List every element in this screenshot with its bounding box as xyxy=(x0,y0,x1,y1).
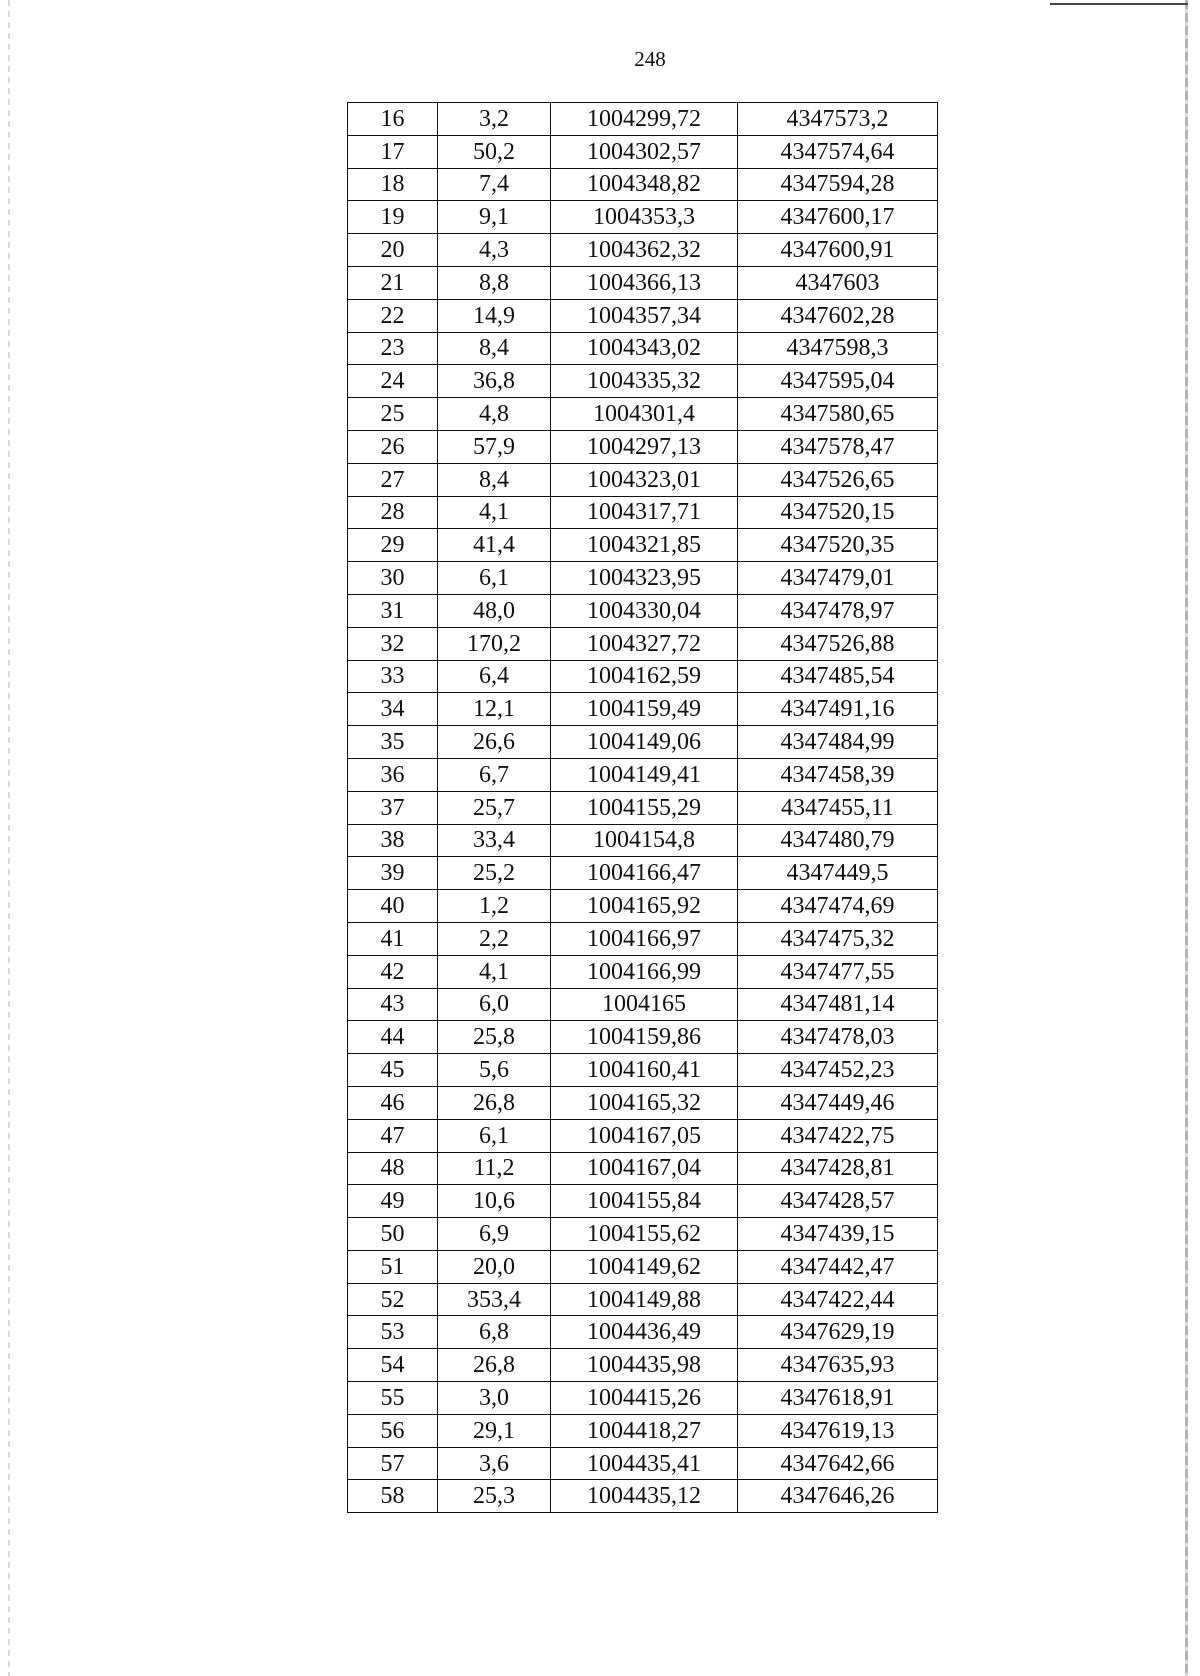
y-coordinate-cell: 4347598,3 xyxy=(738,332,938,365)
table-row xyxy=(348,332,938,365)
segment-length-cell: 3,2 xyxy=(438,103,551,136)
table-row xyxy=(348,168,938,201)
point-number-cell: 43 xyxy=(348,988,438,1021)
x-coordinate-cell: 1004165 xyxy=(551,988,738,1021)
table-row xyxy=(348,1316,938,1349)
point-number-cell: 29 xyxy=(348,529,438,562)
segment-length-cell: 4,3 xyxy=(438,234,551,267)
table-row xyxy=(348,103,938,136)
point-number-cell: 41 xyxy=(348,922,438,955)
segment-length-cell: 353,4 xyxy=(438,1283,551,1316)
point-number-cell: 28 xyxy=(348,496,438,529)
x-coordinate-cell: 1004154,8 xyxy=(551,824,738,857)
point-number-cell: 42 xyxy=(348,955,438,988)
segment-length-cell: 6,9 xyxy=(438,1218,551,1251)
table-row xyxy=(348,398,938,431)
table-row xyxy=(348,1283,938,1316)
segment-length-cell: 26,8 xyxy=(438,1349,551,1382)
table-row xyxy=(348,857,938,890)
x-coordinate-cell: 1004162,59 xyxy=(551,660,738,693)
x-coordinate-cell: 1004366,13 xyxy=(551,266,738,299)
segment-length-cell: 25,7 xyxy=(438,791,551,824)
y-coordinate-cell: 4347603 xyxy=(738,266,938,299)
point-number-cell: 37 xyxy=(348,791,438,824)
y-coordinate-cell: 4347455,11 xyxy=(738,791,938,824)
y-coordinate-cell: 4347600,91 xyxy=(738,234,938,267)
point-number-cell: 17 xyxy=(348,135,438,168)
x-coordinate-cell: 1004353,3 xyxy=(551,201,738,234)
table-row xyxy=(348,1480,938,1513)
x-coordinate-cell: 1004166,47 xyxy=(551,857,738,890)
x-coordinate-cell: 1004155,29 xyxy=(551,791,738,824)
segment-length-cell: 6,0 xyxy=(438,988,551,1021)
segment-length-cell: 14,9 xyxy=(438,299,551,332)
y-coordinate-cell: 4347481,14 xyxy=(738,988,938,1021)
x-coordinate-cell: 1004435,41 xyxy=(551,1447,738,1480)
y-coordinate-cell: 4347474,69 xyxy=(738,890,938,923)
x-coordinate-cell: 1004149,88 xyxy=(551,1283,738,1316)
scan-edge-left xyxy=(8,0,10,1676)
segment-length-cell: 20,0 xyxy=(438,1250,551,1283)
table-row xyxy=(348,430,938,463)
table-row xyxy=(348,627,938,660)
segment-length-cell: 25,8 xyxy=(438,1021,551,1054)
x-coordinate-cell: 1004165,32 xyxy=(551,1086,738,1119)
x-coordinate-cell: 1004327,72 xyxy=(551,627,738,660)
y-coordinate-cell: 4347484,99 xyxy=(738,726,938,759)
x-coordinate-cell: 1004435,12 xyxy=(551,1480,738,1513)
x-coordinate-cell: 1004155,84 xyxy=(551,1185,738,1218)
point-number-cell: 53 xyxy=(348,1316,438,1349)
point-number-cell: 50 xyxy=(348,1218,438,1251)
x-coordinate-cell: 1004166,97 xyxy=(551,922,738,955)
segment-length-cell: 10,6 xyxy=(438,1185,551,1218)
table-row xyxy=(348,758,938,791)
segment-length-cell: 26,8 xyxy=(438,1086,551,1119)
coordinates-table-body xyxy=(348,103,938,1513)
x-coordinate-cell: 1004330,04 xyxy=(551,594,738,627)
x-coordinate-cell: 1004159,86 xyxy=(551,1021,738,1054)
segment-length-cell: 2,2 xyxy=(438,922,551,955)
y-coordinate-cell: 4347422,75 xyxy=(738,1119,938,1152)
x-coordinate-cell: 1004155,62 xyxy=(551,1218,738,1251)
page-number: 248 xyxy=(634,47,666,71)
point-number-cell: 39 xyxy=(348,857,438,890)
table-row xyxy=(348,1382,938,1415)
x-coordinate-cell: 1004357,34 xyxy=(551,299,738,332)
segment-length-cell: 33,4 xyxy=(438,824,551,857)
segment-length-cell: 36,8 xyxy=(438,365,551,398)
point-number-cell: 23 xyxy=(348,332,438,365)
point-number-cell: 48 xyxy=(348,1152,438,1185)
table-row xyxy=(348,890,938,923)
y-coordinate-cell: 4347635,93 xyxy=(738,1349,938,1382)
x-coordinate-cell: 1004160,41 xyxy=(551,1054,738,1087)
point-number-cell: 27 xyxy=(348,463,438,496)
scan-edge-right xyxy=(1185,0,1188,1676)
x-coordinate-cell: 1004301,4 xyxy=(551,398,738,431)
segment-length-cell: 1,2 xyxy=(438,890,551,923)
table-row xyxy=(348,529,938,562)
segment-length-cell: 41,4 xyxy=(438,529,551,562)
y-coordinate-cell: 4347477,55 xyxy=(738,955,938,988)
point-number-cell: 26 xyxy=(348,430,438,463)
y-coordinate-cell: 4347442,47 xyxy=(738,1250,938,1283)
table-row xyxy=(348,791,938,824)
x-coordinate-cell: 1004321,85 xyxy=(551,529,738,562)
point-number-cell: 18 xyxy=(348,168,438,201)
table-row xyxy=(348,726,938,759)
table-row xyxy=(348,463,938,496)
segment-length-cell: 12,1 xyxy=(438,693,551,726)
y-coordinate-cell: 4347629,19 xyxy=(738,1316,938,1349)
segment-length-cell: 170,2 xyxy=(438,627,551,660)
y-coordinate-cell: 4347642,66 xyxy=(738,1447,938,1480)
x-coordinate-cell: 1004167,04 xyxy=(551,1152,738,1185)
x-coordinate-cell: 1004323,01 xyxy=(551,463,738,496)
x-coordinate-cell: 1004317,71 xyxy=(551,496,738,529)
table-row xyxy=(348,1250,938,1283)
point-number-cell: 16 xyxy=(348,103,438,136)
x-coordinate-cell: 1004166,99 xyxy=(551,955,738,988)
y-coordinate-cell: 4347526,65 xyxy=(738,463,938,496)
x-coordinate-cell: 1004343,02 xyxy=(551,332,738,365)
y-coordinate-cell: 4347595,04 xyxy=(738,365,938,398)
segment-length-cell: 6,1 xyxy=(438,562,551,595)
segment-length-cell: 3,0 xyxy=(438,1382,551,1415)
point-number-cell: 44 xyxy=(348,1021,438,1054)
y-coordinate-cell: 4347578,47 xyxy=(738,430,938,463)
point-number-cell: 20 xyxy=(348,234,438,267)
point-number-cell: 25 xyxy=(348,398,438,431)
y-coordinate-cell: 4347428,81 xyxy=(738,1152,938,1185)
y-coordinate-cell: 4347449,46 xyxy=(738,1086,938,1119)
segment-length-cell: 4,1 xyxy=(438,496,551,529)
table-row xyxy=(348,135,938,168)
y-coordinate-cell: 4347478,03 xyxy=(738,1021,938,1054)
x-coordinate-cell: 1004149,41 xyxy=(551,758,738,791)
segment-length-cell: 48,0 xyxy=(438,594,551,627)
y-coordinate-cell: 4347458,39 xyxy=(738,758,938,791)
y-coordinate-cell: 4347428,57 xyxy=(738,1185,938,1218)
table-row xyxy=(348,1054,938,1087)
y-coordinate-cell: 4347646,26 xyxy=(738,1480,938,1513)
y-coordinate-cell: 4347452,23 xyxy=(738,1054,938,1087)
point-number-cell: 51 xyxy=(348,1250,438,1283)
table-row xyxy=(348,1447,938,1480)
segment-length-cell: 29,1 xyxy=(438,1414,551,1447)
segment-length-cell: 26,6 xyxy=(438,726,551,759)
x-coordinate-cell: 1004165,92 xyxy=(551,890,738,923)
point-number-cell: 55 xyxy=(348,1382,438,1415)
segment-length-cell: 11,2 xyxy=(438,1152,551,1185)
segment-length-cell: 6,8 xyxy=(438,1316,551,1349)
point-number-cell: 19 xyxy=(348,201,438,234)
segment-length-cell: 8,8 xyxy=(438,266,551,299)
scan-top-right-mark xyxy=(1050,3,1188,5)
point-number-cell: 46 xyxy=(348,1086,438,1119)
x-coordinate-cell: 1004159,49 xyxy=(551,693,738,726)
segment-length-cell: 7,4 xyxy=(438,168,551,201)
y-coordinate-cell: 4347520,35 xyxy=(738,529,938,562)
x-coordinate-cell: 1004302,57 xyxy=(551,135,738,168)
segment-length-cell: 57,9 xyxy=(438,430,551,463)
point-number-cell: 40 xyxy=(348,890,438,923)
table-row xyxy=(348,1349,938,1382)
table-row xyxy=(348,1119,938,1152)
segment-length-cell: 4,8 xyxy=(438,398,551,431)
x-coordinate-cell: 1004323,95 xyxy=(551,562,738,595)
y-coordinate-cell: 4347449,5 xyxy=(738,857,938,890)
segment-length-cell: 25,3 xyxy=(438,1480,551,1513)
y-coordinate-cell: 4347491,16 xyxy=(738,693,938,726)
y-coordinate-cell: 4347574,64 xyxy=(738,135,938,168)
x-coordinate-cell: 1004167,05 xyxy=(551,1119,738,1152)
y-coordinate-cell: 4347526,88 xyxy=(738,627,938,660)
point-number-cell: 33 xyxy=(348,660,438,693)
table-row xyxy=(348,1218,938,1251)
point-number-cell: 31 xyxy=(348,594,438,627)
y-coordinate-cell: 4347594,28 xyxy=(738,168,938,201)
table-row xyxy=(348,1086,938,1119)
y-coordinate-cell: 4347602,28 xyxy=(738,299,938,332)
point-number-cell: 52 xyxy=(348,1283,438,1316)
table-row xyxy=(348,1185,938,1218)
y-coordinate-cell: 4347520,15 xyxy=(738,496,938,529)
point-number-cell: 24 xyxy=(348,365,438,398)
point-number-cell: 49 xyxy=(348,1185,438,1218)
table-row xyxy=(348,1021,938,1054)
y-coordinate-cell: 4347618,91 xyxy=(738,1382,938,1415)
x-coordinate-cell: 1004299,72 xyxy=(551,103,738,136)
table-row xyxy=(348,922,938,955)
table-row xyxy=(348,201,938,234)
table-row xyxy=(348,496,938,529)
table-row xyxy=(348,1152,938,1185)
x-coordinate-cell: 1004297,13 xyxy=(551,430,738,463)
table-row xyxy=(348,266,938,299)
point-number-cell: 36 xyxy=(348,758,438,791)
x-coordinate-cell: 1004348,82 xyxy=(551,168,738,201)
coordinates-table xyxy=(347,102,938,1513)
segment-length-cell: 6,4 xyxy=(438,660,551,693)
point-number-cell: 21 xyxy=(348,266,438,299)
point-number-cell: 30 xyxy=(348,562,438,595)
table-row xyxy=(348,660,938,693)
table-row xyxy=(348,299,938,332)
x-coordinate-cell: 1004335,32 xyxy=(551,365,738,398)
segment-length-cell: 5,6 xyxy=(438,1054,551,1087)
point-number-cell: 45 xyxy=(348,1054,438,1087)
y-coordinate-cell: 4347619,13 xyxy=(738,1414,938,1447)
x-coordinate-cell: 1004362,32 xyxy=(551,234,738,267)
y-coordinate-cell: 4347480,79 xyxy=(738,824,938,857)
segment-length-cell: 3,6 xyxy=(438,1447,551,1480)
table-row xyxy=(348,594,938,627)
y-coordinate-cell: 4347479,01 xyxy=(738,562,938,595)
y-coordinate-cell: 4347478,97 xyxy=(738,594,938,627)
x-coordinate-cell: 1004435,98 xyxy=(551,1349,738,1382)
x-coordinate-cell: 1004149,62 xyxy=(551,1250,738,1283)
point-number-cell: 38 xyxy=(348,824,438,857)
segment-length-cell: 25,2 xyxy=(438,857,551,890)
y-coordinate-cell: 4347580,65 xyxy=(738,398,938,431)
segment-length-cell: 8,4 xyxy=(438,332,551,365)
point-number-cell: 54 xyxy=(348,1349,438,1382)
point-number-cell: 34 xyxy=(348,693,438,726)
segment-length-cell: 4,1 xyxy=(438,955,551,988)
segment-length-cell: 9,1 xyxy=(438,201,551,234)
x-coordinate-cell: 1004436,49 xyxy=(551,1316,738,1349)
x-coordinate-cell: 1004149,06 xyxy=(551,726,738,759)
point-number-cell: 58 xyxy=(348,1480,438,1513)
y-coordinate-cell: 4347422,44 xyxy=(738,1283,938,1316)
point-number-cell: 47 xyxy=(348,1119,438,1152)
y-coordinate-cell: 4347573,2 xyxy=(738,103,938,136)
point-number-cell: 32 xyxy=(348,627,438,660)
table-row xyxy=(348,1414,938,1447)
segment-length-cell: 6,1 xyxy=(438,1119,551,1152)
table-row xyxy=(348,955,938,988)
x-coordinate-cell: 1004418,27 xyxy=(551,1414,738,1447)
y-coordinate-cell: 4347600,17 xyxy=(738,201,938,234)
point-number-cell: 57 xyxy=(348,1447,438,1480)
point-number-cell: 56 xyxy=(348,1414,438,1447)
table-row xyxy=(348,824,938,857)
point-number-cell: 35 xyxy=(348,726,438,759)
coordinates-table-wrapper xyxy=(347,102,938,1513)
table-row xyxy=(348,988,938,1021)
table-row xyxy=(348,693,938,726)
table-row xyxy=(348,562,938,595)
segment-length-cell: 50,2 xyxy=(438,135,551,168)
segment-length-cell: 6,7 xyxy=(438,758,551,791)
point-number-cell: 22 xyxy=(348,299,438,332)
y-coordinate-cell: 4347485,54 xyxy=(738,660,938,693)
segment-length-cell: 8,4 xyxy=(438,463,551,496)
x-coordinate-cell: 1004415,26 xyxy=(551,1382,738,1415)
y-coordinate-cell: 4347475,32 xyxy=(738,922,938,955)
table-row xyxy=(348,365,938,398)
y-coordinate-cell: 4347439,15 xyxy=(738,1218,938,1251)
table-row xyxy=(348,234,938,267)
